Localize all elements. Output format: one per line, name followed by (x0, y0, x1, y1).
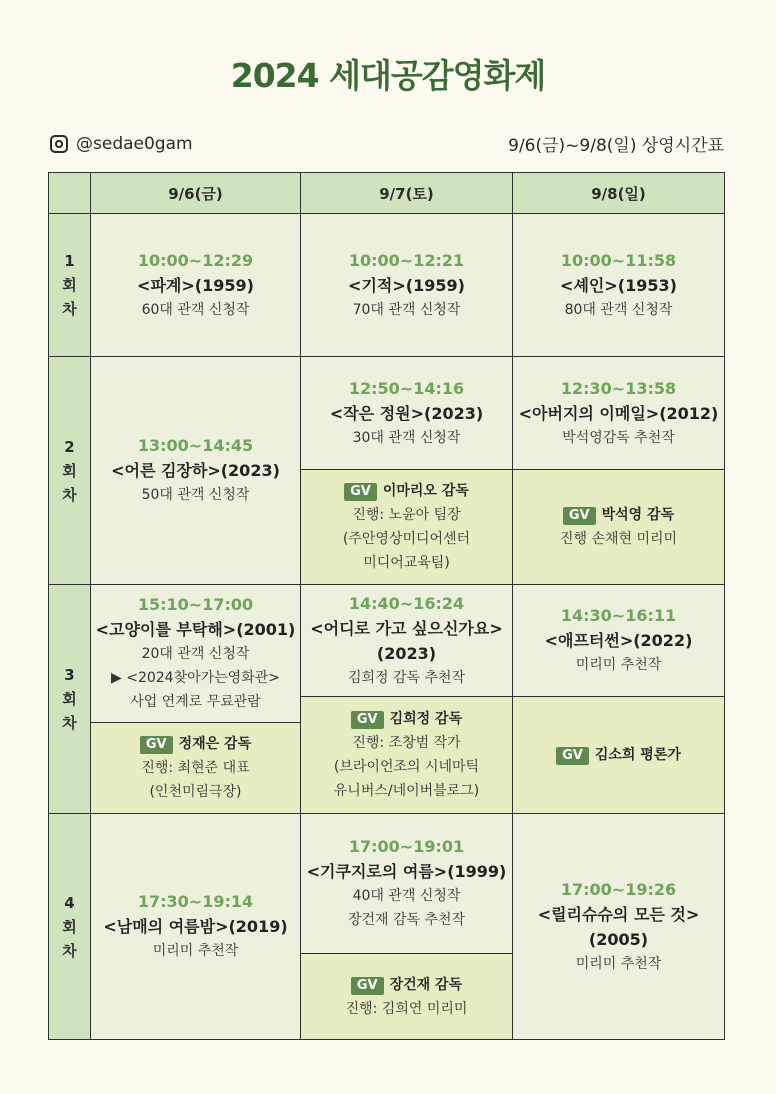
screening-time: 17:00~19:01 (348, 837, 465, 856)
gv-host-org: (주안영상미디어센터 (342, 531, 471, 547)
gv-host: 진행: 김희연 미리미 (345, 1000, 468, 1017)
corner-cell (49, 173, 91, 214)
screening-r4-d2 (301, 814, 513, 954)
film-title: <고양이를 부탁해>(2001) (95, 620, 296, 639)
screening-time: 12:30~13:58 (560, 378, 677, 398)
gv-guest: 김소희 평론가 (594, 747, 681, 763)
gv-guest: 박석영 감독 (601, 507, 675, 523)
screening-note: 사업 연계로 무료관람 (130, 694, 261, 710)
film-title: <아버지의 이메일>(2012) (518, 403, 719, 423)
screening-time: 13:00~14:45 (137, 436, 254, 455)
round-label-3: 3 회 차 (49, 585, 91, 814)
screening-time: 12:50~14:16 (348, 378, 465, 398)
gv-badge: GV (351, 977, 384, 995)
gv-host-org: (브라이언조의 시네마틱 (333, 759, 480, 775)
gv-host: 진행 손채현 미리미 (559, 531, 678, 547)
schedule-table (48, 172, 725, 1040)
gv-host: 진행: 최현준 대표 (141, 760, 250, 776)
schedule-period: 9/6(금)~9/8(일) 상영시간표 (508, 136, 724, 156)
film-title: <기쿠지로의 여름>(1999) (306, 862, 507, 881)
screening-time: 10:00~11:58 (560, 250, 677, 270)
gv-guest: 장건재 감독 (389, 976, 463, 993)
gv-host-org: 유니버스/네이버블로그) (333, 783, 480, 799)
screening-note: 미리미 추천작 (152, 943, 239, 959)
gv-guest: 정재은 감독 (178, 736, 252, 752)
screening-note: 20대 관객 신청작 (141, 646, 250, 662)
gv-r2-d2 (301, 470, 513, 585)
round-row-3a (49, 585, 725, 697)
round-label-2: 2 회 차 (49, 357, 91, 585)
film-year: (2005) (588, 929, 649, 949)
film-title: <작은 정원>(2023) (329, 403, 484, 423)
screening-note: 50대 관객 신청작 (141, 487, 250, 503)
gv-guest: 김희정 감독 (389, 711, 463, 727)
film-title: <어른 김장하>(2023) (111, 461, 280, 480)
screening-r1-d2 (301, 214, 513, 357)
gv-badge: GV (556, 747, 589, 765)
instagram-handle[interactable] (50, 132, 193, 156)
column-header-day2: 9/7(토) (301, 173, 513, 214)
gv-host: 진행: 조창범 작가 (352, 735, 461, 751)
round-row-4a (49, 814, 725, 954)
gv-r3-d2 (301, 697, 513, 814)
gv-badge: GV (344, 483, 377, 501)
column-header-day1: 9/6(금) (91, 173, 301, 214)
screening-note: 70대 관객 신청작 (352, 301, 461, 318)
gv-guest: 이마리오 감독 (382, 483, 469, 499)
screening-note: 박석영감독 추천작 (562, 429, 675, 446)
screening-note: ▶ <2024찾아가는영화관> (111, 670, 280, 686)
gv-badge: GV (351, 711, 384, 729)
screening-r2-d2 (301, 357, 513, 470)
screening-r2-d1 (91, 357, 301, 585)
screening-time: 10:00~12:21 (348, 250, 465, 270)
gv-r2-d3 (513, 470, 725, 585)
screening-note: 장건재 감독 추천작 (347, 912, 466, 928)
screening-r3-d3 (513, 585, 725, 697)
screening-r1-d3 (513, 214, 725, 357)
gv-badge: GV (563, 507, 596, 525)
film-title: <셰인>(1953) (560, 275, 677, 295)
round-label-4: 4 회 차 (49, 814, 91, 1040)
screening-r1-d1 (91, 214, 301, 357)
round-label-1: 1 회 차 (49, 214, 91, 357)
gv-r3-d3 (513, 697, 725, 814)
gv-host-org: 미디어교육팀) (363, 555, 450, 571)
screening-time: 17:30~19:14 (137, 892, 254, 911)
round-row-1 (49, 214, 725, 357)
gv-r3-d1 (91, 723, 301, 814)
screening-note: 김희정 감독 추천작 (347, 669, 466, 686)
screening-time: 17:00~19:26 (560, 879, 677, 899)
screening-note: 30대 관객 신청작 (352, 429, 461, 446)
film-year: (2023) (376, 643, 437, 663)
screening-note: 80대 관객 신청작 (564, 301, 673, 318)
page-title: 2024 세대공감영화제 (230, 56, 546, 95)
film-title: <파계>(1959) (137, 275, 254, 295)
screening-note: 미리미 추천작 (575, 955, 662, 972)
screening-r2-d3 (513, 357, 725, 470)
screening-note: 60대 관객 신청작 (141, 301, 250, 318)
screening-time: 10:00~12:29 (137, 250, 254, 270)
screening-r3-d1 (91, 585, 301, 723)
instagram-handle-text: @sedae0gam (76, 134, 193, 154)
film-title: <남매의 여름밤>(2019) (103, 917, 288, 936)
film-title: <릴리슈슈의 모든 것> (537, 904, 700, 924)
round-row-2a (49, 357, 725, 470)
film-title: <어디로 가고 싶으신가요> (310, 618, 503, 638)
column-header-day3: 9/8(일) (513, 173, 725, 214)
header-row (49, 173, 725, 214)
screening-time: 14:40~16:24 (348, 593, 465, 613)
screening-note: 40대 관객 신청작 (352, 888, 461, 904)
gv-badge: GV (140, 736, 173, 754)
screening-r4-d1 (91, 814, 301, 1040)
gv-r4-d2 (301, 954, 513, 1040)
film-title: <애프터썬>(2022) (544, 631, 693, 650)
screening-time: 14:30~16:11 (560, 606, 677, 625)
screening-note: 미리미 추천작 (575, 657, 662, 673)
gv-host: 진행: 노윤아 팀장 (352, 507, 461, 523)
instagram-icon (50, 135, 68, 153)
film-title: <기적>(1959) (348, 275, 465, 295)
screening-time: 15:10~17:00 (137, 595, 254, 614)
screening-r4-d3 (513, 814, 725, 1040)
gv-host-org: (인천미림극장) (149, 784, 242, 800)
screening-r3-d2 (301, 585, 513, 697)
